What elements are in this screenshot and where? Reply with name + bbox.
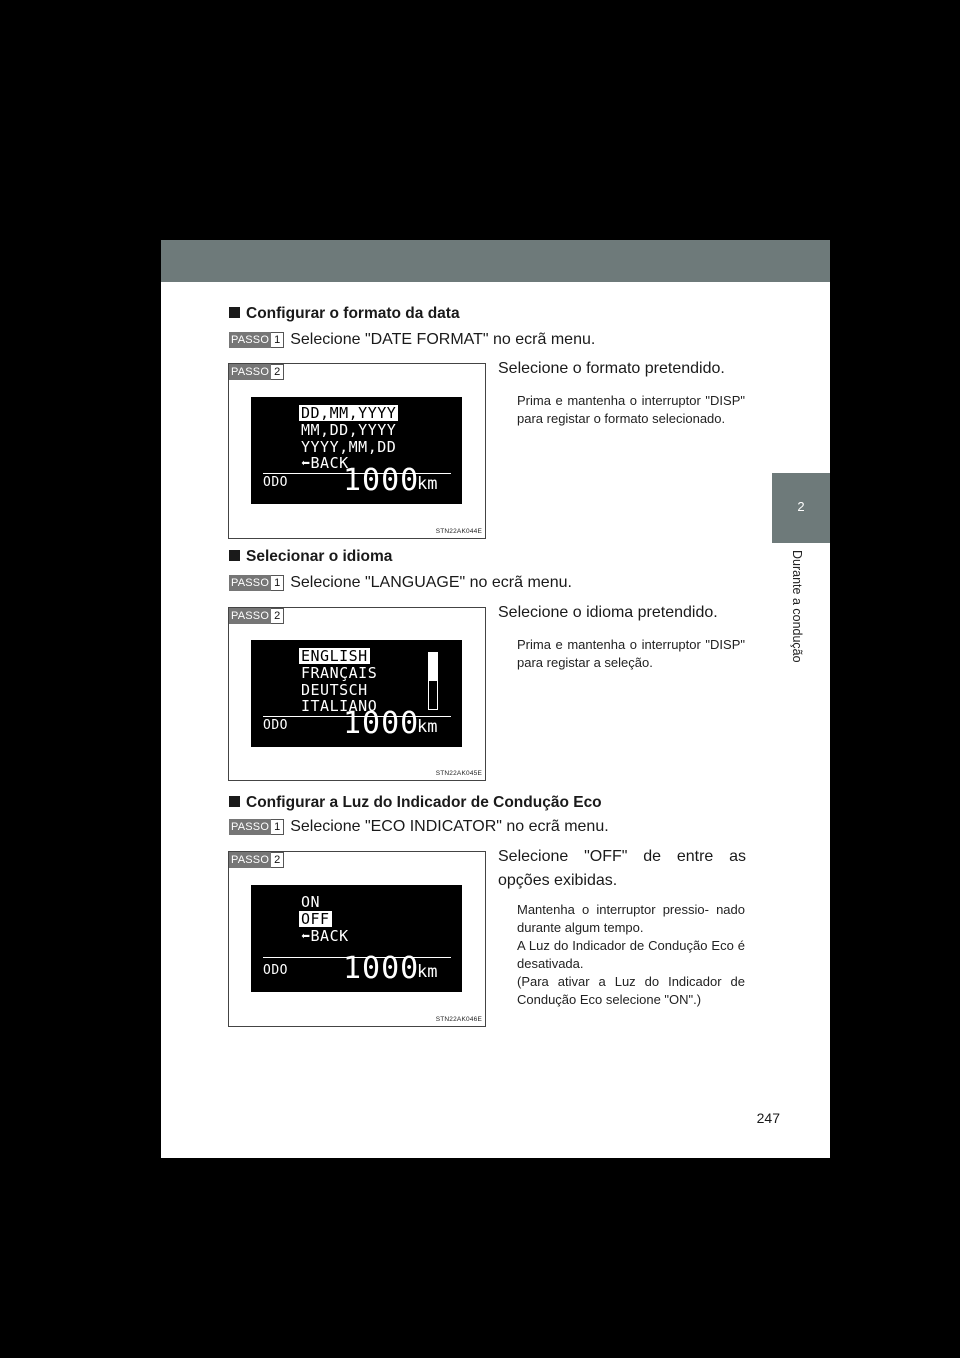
square-bullet-icon — [229, 550, 240, 561]
step-badge: PASSO 2 — [229, 852, 284, 868]
menu-item-selected: ENGLISH — [301, 647, 368, 665]
note-line: (Para ativar a Luz do Indicador de Condução Eco selecione "ON".) — [517, 974, 745, 1007]
display-screen — [251, 885, 462, 992]
odo-unit: km — [417, 962, 438, 982]
odo-label: ODO — [263, 963, 288, 978]
menu-item: MM,DD,YYYY — [301, 421, 397, 439]
step-badge: PASSO 1 — [229, 332, 284, 348]
chapter-tab — [772, 473, 830, 543]
odo-value: 1000 — [343, 463, 420, 498]
step2-instruction: Selecione "OFF" de entre as opções exibidas. — [498, 848, 746, 889]
chapter-title: Durante a condução — [790, 550, 804, 663]
step2-instruction: Selecione o formato pretendido. — [498, 360, 725, 377]
menu-item-selected: DD,MM,YYYY — [301, 404, 397, 422]
step2-note — [517, 901, 745, 1009]
odo-value: 1000 — [343, 951, 420, 986]
scrollbar-thumb — [429, 653, 437, 681]
section-title-date-format: Configurar o formato da data — [229, 305, 460, 323]
menu-item: FRANÇAIS — [301, 664, 378, 682]
chapter-number: 2 — [797, 499, 805, 514]
menu-item-back: ⬅BACK — [301, 927, 349, 945]
odo-label: ODO — [263, 475, 288, 490]
menu-item: YYYY,MM,DD — [301, 438, 397, 456]
odo-label: ODO — [263, 718, 288, 733]
figure-code: STN22AK046E — [435, 1016, 482, 1023]
odo-value: 1000 — [343, 706, 420, 741]
step2-note: Prima e mantenha o interruptor "DISP" para registar a seleção. — [517, 637, 745, 670]
odo-unit: km — [417, 474, 438, 494]
step2-note: Prima e mantenha o interruptor "DISP" para registar o formato selecionado. — [517, 393, 745, 426]
figure-language — [228, 607, 486, 781]
header-bar — [161, 240, 830, 282]
note-line: Mantenha o interruptor pressio- nado durante algum tempo. — [517, 902, 745, 935]
display-screen — [251, 640, 462, 747]
step1-eco-indicator: PASSO 1 Selecione "ECO INDICATOR" no ecrã menu. — [231, 818, 609, 835]
scrollbar — [428, 652, 438, 710]
display-screen — [251, 397, 462, 504]
step1-date-format: PASSO 1 Selecione "DATE FORMAT" no ecrã menu. — [231, 331, 596, 348]
menu-item-back: ⬅BACK — [301, 454, 349, 472]
step-badge: PASSO 2 — [229, 608, 284, 624]
menu-item: ON — [301, 893, 321, 911]
menu-item: DEUTSCH — [301, 681, 368, 699]
figure-code: STN22AK045E — [435, 770, 482, 777]
figure-code: STN22AK044E — [435, 528, 482, 535]
menu-item: ITALIANO — [301, 697, 378, 715]
step-badge: PASSO 1 — [229, 575, 284, 591]
step1-language: PASSO 1 Selecione "LANGUAGE" no ecrã menu. — [231, 574, 572, 591]
step2-instruction: Selecione o idioma pretendido. — [498, 604, 718, 621]
square-bullet-icon — [229, 307, 240, 318]
figure-date-format — [228, 363, 486, 539]
menu-item-selected: OFF — [301, 910, 330, 928]
section-title-language: Selecionar o idioma — [229, 548, 392, 566]
odo-unit: km — [417, 717, 438, 737]
step-badge: PASSO 2 — [229, 364, 284, 380]
page-number: 247 — [756, 1110, 780, 1126]
step-badge: PASSO 1 — [229, 819, 284, 835]
square-bullet-icon — [229, 796, 240, 807]
note-line: A Luz do Indicador de Condução Eco é desativada. — [517, 938, 745, 971]
figure-eco-indicator — [228, 851, 486, 1027]
section-title-eco-indicator: Configurar a Luz do Indicador de Condução Eco — [229, 794, 602, 812]
